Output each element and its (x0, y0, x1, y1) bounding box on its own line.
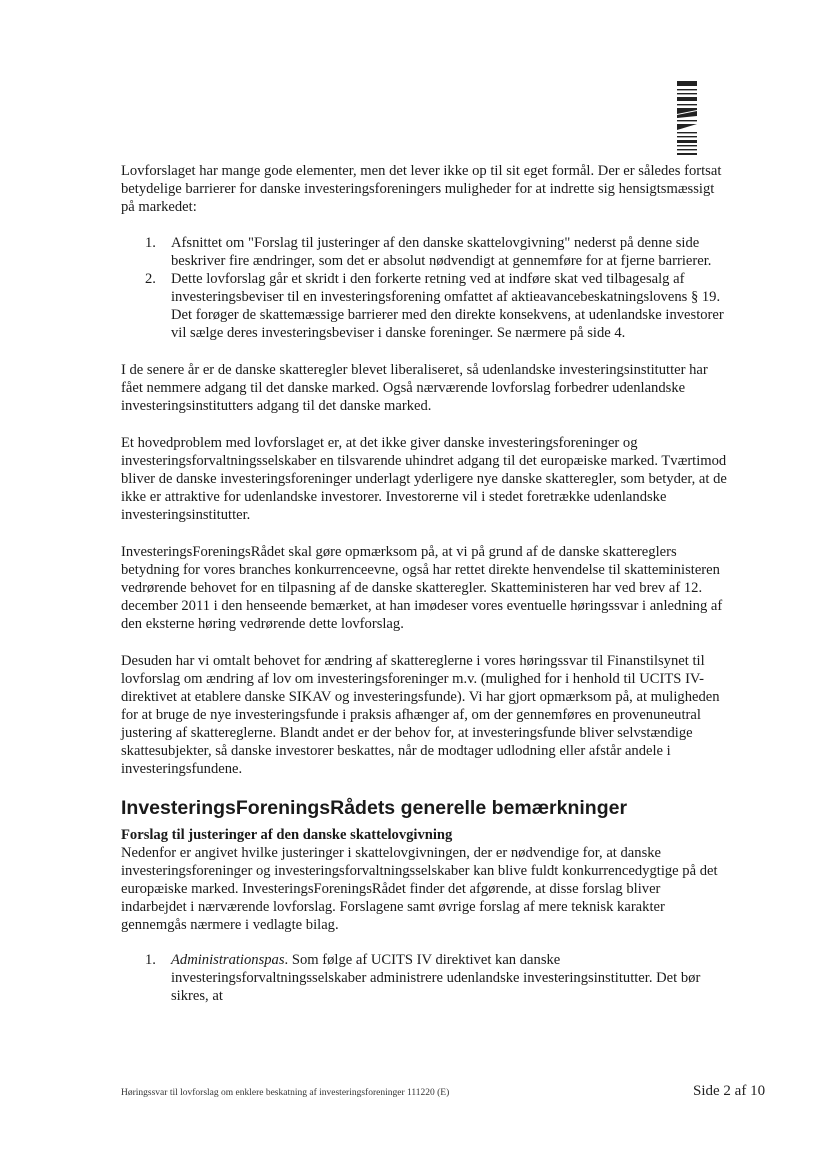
section-heading: InvesteringsForeningsRådets generelle bemærkninger (121, 797, 628, 819)
intro-paragraph: Lovforslaget har mange gode elementer, men det lever ikke op til sit eget formål. Der er således fortsat betydelige barrierer for danske investeringsforeningers muligheder for at indrette sig hensigtsmæssigt på markedet: (121, 163, 722, 215)
list-item (121, 951, 727, 1005)
list-item (121, 234, 727, 270)
document-body (121, 162, 727, 1024)
paragraph-finanstilsynet: Desuden har vi omtalt behovet for ændring af skattereglerne i vores høringssvar til Finanstilsynet til lovforslag om ændring af lov om investeringsforeninger m.v. (mulighed for i henhold til UCITS IV-direktivet at etablere danske SIKAV og investeringsfunde). Vi har gjort opmærksom på, at muligheden for at bruge de nye investeringsfunde i praksis afhænger af, om der gennemføres en provenuneutral justering af skattereglerne. Blandt andet er der behov for, at investeringsfunde bliver selvstændige skattesubjekter, så danske investorer beskattes, når de modtager udlodning eller afstår andele i investeringsfundene. (121, 653, 720, 777)
page-number: Side 2 af 10 (693, 1083, 766, 1099)
section-body: Nedenfor er angivet hvilke justeringer i skattelovgivningen, der er nødvendige for, at danske investeringsforeninger og investeringsforvaltningsselskaber kan blive fuldt konkurrencedygtige på det europæiske marked. InvesteringsForeningsRådet finder det afgørende, at disse forslag bliver indarbejdet i nærværende lovforslag. Forslagene samt øvrige forslag af mere teknisk karakter gennemgås nærmere i vedlagte bilag. (121, 845, 718, 933)
paragraph-minister-contact: InvesteringsForeningsRådet skal gøre opmærksom på, at vi på grund af de danske skattereglers betydning for vores branches konkurrenceevne, også har rettet direkte henvendelse til skatteministeren vedrørende behovet for en tilpasning af de danske skatteregler. Skatteministeren har ved brev af 12. december 2011 i den henseende bemærket, at han imødeser vores eventuelle høringssvar i anledning af den eksterne høring vedrørende dette lovforslag. (121, 544, 723, 632)
barrier-list (121, 234, 727, 342)
list-item-text: . Som følge af UCITS IV direktivet kan danske investeringsforvaltningsselskaber administrere udenlandske investeringsinstitutter. Det bør sikres, at (171, 952, 701, 1004)
list-item-number: 1. (145, 235, 156, 251)
paragraph-liberalisation: I de senere år er de danske skatteregler blevet liberaliseret, så udenlandske investeringsinstitutter har fået nemmere adgang til det danske marked. Også nærværende lovforslag forbedrer udenlandske investeringsinstitutters adgang til det danske marked. (121, 362, 708, 414)
list-item-number: 1. (145, 952, 156, 968)
section-subheading: Forslag til justeringer af den danske skattelovgivning (121, 827, 453, 843)
list-item-text: Dette lovforslag går et skridt i den forkerte retning ved at indføre skat ved tilbagesalg af investeringsbeviser til en investeringsforening omfattet af aktieavancebeskatningslovens § 19. Det forøger de skattemæssige barrierer med den direkte konsekvens, at udenlandske investorer vil sælge deres investeringsbeviser i danske foreninger. Se nærmere på side 4. (171, 271, 724, 341)
list-item-text: Afsnittet om "Forslag til justeringer af den danske skattelovgivning" nederst på denne side beskriver fire ændringer, som det er absolut nødvendigt at gennemføre for at fjerne barrierer. (171, 235, 712, 269)
paragraph-main-problem: Et hovedproblem med lovforslaget er, at det ikke giver danske investeringsforeninger og investeringsforvaltningsselskaber en tilsvarende uhindret adgang til det europæiske marked. Tværtimod bliver de danske investeringsforeninger underlagt yderligere nye danske skatteregler, som betyder, at de ikke er attraktive for udenlandske investorer. Investorerne vil i stedet foretrække udenlandske investeringsinstitutter. (121, 435, 727, 523)
organisation-logo-icon (676, 80, 698, 156)
list-item-number: 2. (145, 271, 156, 287)
list-item (121, 270, 727, 342)
list-item-title: Administrationspas (171, 952, 285, 968)
footer-document-title: Høringssvar til lovforslag om enklere beskatning af investeringsforeninger 111220 (E) (121, 1088, 450, 1098)
proposal-list (121, 951, 727, 1005)
